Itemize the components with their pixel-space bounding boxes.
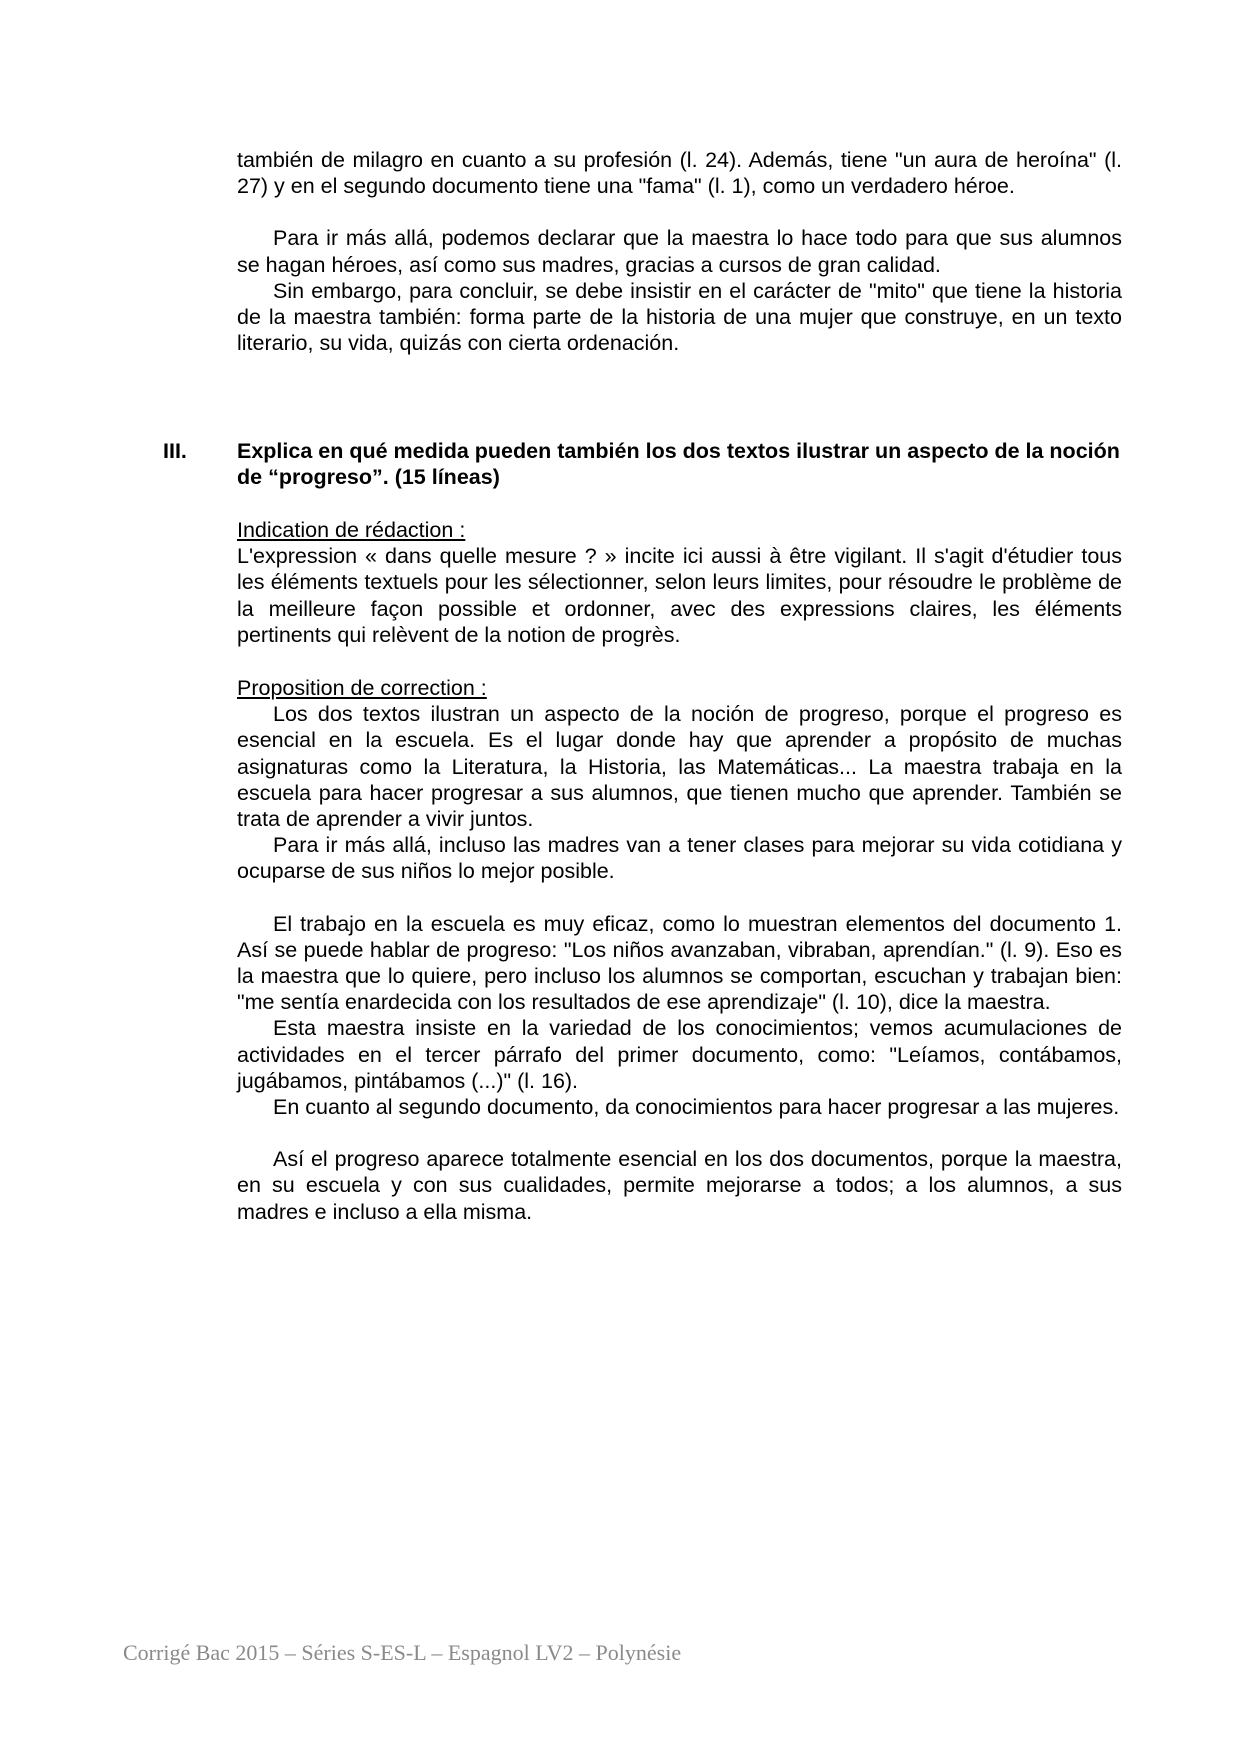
- correction-paragraph-4: Esta maestra insiste en la variedad de los conocimientos; vemos acumulaciones de actividades en el tercer párrafo del primer documento, como: "Leíamos, contábamos, jugábamos, pintábamos (...)" (l. 16).: [237, 1016, 1122, 1093]
- continuation-block: [237, 147, 1122, 356]
- indication-label: Indication de rédaction :: [237, 518, 466, 542]
- correction-paragraph-3: El trabajo en la escuela es muy eficaz, como lo muestran elementos del documento 1. Así se puede hablar de progreso: "Los niños avanzaban, vibraban, aprendían." (l. 9). Eso es la maestra que lo quiere, pero incluso los alumnos se comportan, escuchan y trabajan bien: "me sentía enardecida con los resultados de ese aprendizaje" (l. 10), dice la maestra.: [237, 911, 1122, 1015]
- indication-block: [237, 517, 1122, 648]
- page-footer: Corrigé Bac 2015 – Séries S-ES-L – Espagnol LV2 – Polynésie: [123, 1640, 682, 1665]
- paragraph-gap: [237, 1120, 1122, 1146]
- section-question: Explica en qué medida pueden también los dos textos ilustrar un aspecto de la noción de “progreso”. (15 líneas): [237, 439, 1120, 490]
- continuation-paragraph-2: Para ir más allá, podemos declarar que la maestra lo hace todo para que sus alumnos se hagan héroes, así como sus madres, gracias a cursos de gran calidad.: [237, 226, 1122, 277]
- paragraph-gap: [237, 199, 1122, 225]
- indication-text: L'expression « dans quelle mesure ? » incite ici aussi à être vigilant. Il s'agit d'étudier tous les éléments textuels pour les sélectionner, selon leurs limites, pour résoudre le problème de la meilleure façon possible et ordonner, avec des expressions claires, les éléments pertinents qui relèvent de la notion de progrès.: [237, 544, 1122, 647]
- correction-label: Proposition de correction :: [237, 676, 487, 700]
- correction-paragraph-6: Así el progreso aparece totalmente esencial en los dos documentos, porque la maestra, en su escuela y con sus cualidades, permite mejorarse a todos; a los alumnos, a sus madres e incluso a ella misma.: [237, 1147, 1122, 1224]
- correction-block: [237, 675, 1122, 1225]
- correction-paragraph-1: Los dos textos ilustran un aspecto de la noción de progreso, porque el progreso es esencial en la escuela. Es el lugar donde hay que aprender a propósito de muchas asignaturas como la Literatura, la Historia, las Matemáticas... La maestra trabaja en la escuela para hacer progresar a sus alumnos, que tienen mucho que aprender. También se trata de aprender a vivir juntos.: [237, 702, 1122, 832]
- paragraph-gap: [237, 885, 1122, 911]
- continuation-paragraph-3: Sin embargo, para concluir, se debe insistir en el carácter de "mito" que tiene la historia de la maestra también: forma parte de la historia de una mujer que construye, en un texto literario, su vida, quizás con cierta ordenación.: [237, 278, 1122, 356]
- correction-paragraph-2: Para ir más allá, incluso las madres van a tener clases para mejorar su vida cotidiana y ocuparse de sus niños lo mejor posible.: [237, 833, 1122, 884]
- section-numeral: III.: [163, 439, 187, 463]
- correction-paragraph-5: En cuanto al segundo documento, da conocimientos para hacer progresar a las mujeres.: [273, 1095, 1120, 1120]
- continuation-paragraph-1: también de milagro en cuanto a su profesión (l. 24). Además, tiene "un aura de heroína" (l. 27) y en el segundo documento tiene una "fama" (l. 1), como un verdadero héroe.: [237, 148, 1122, 199]
